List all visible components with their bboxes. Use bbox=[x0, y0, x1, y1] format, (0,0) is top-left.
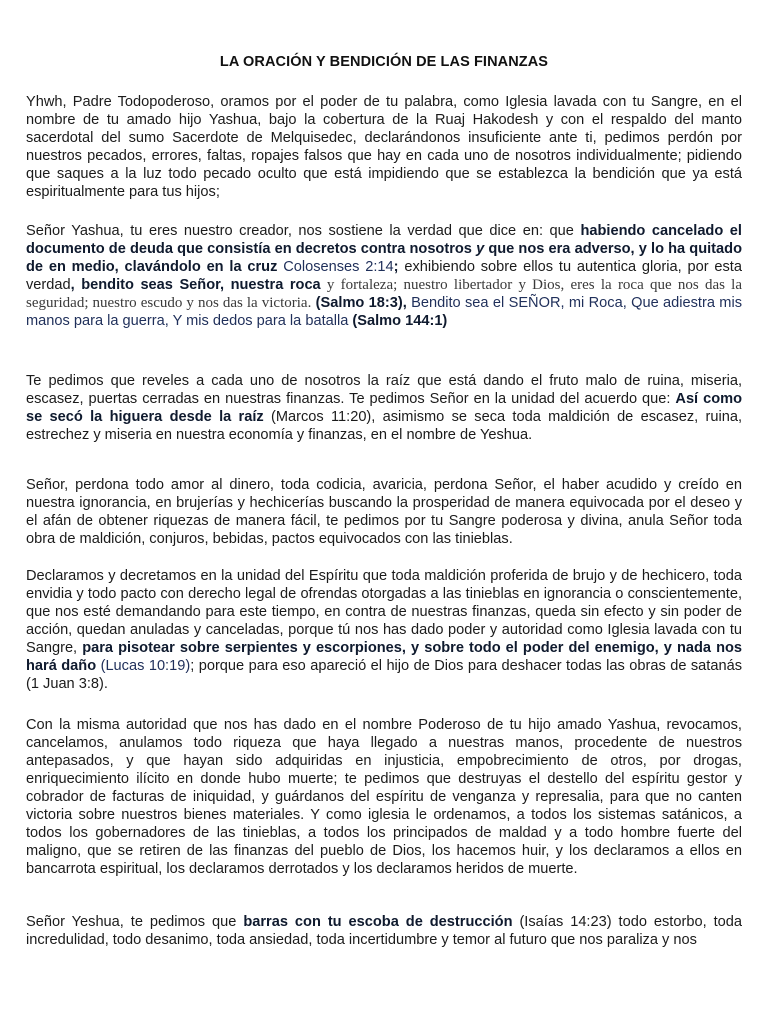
p2-bold-quote-cont: que nos era adverso, y lo ha quitado de en medio, clavándolo en la cruz bbox=[26, 241, 742, 275]
paragraph-5 bbox=[26, 567, 742, 693]
p2-bold-bendito: , bendito seas Señor, nuestra roca bbox=[70, 277, 321, 293]
paragraph-2 bbox=[26, 222, 742, 330]
p5-reference-lucas: (Lucas 10:19) bbox=[96, 658, 191, 674]
p3-bold-higuera: Así como se secó la higuera desde la raíz bbox=[26, 391, 743, 425]
p2-reference-salmo-18: (Salmo 18:3), bbox=[311, 295, 407, 311]
p5-bold-pisotear: para pisotear sobre serpientes y escorpiones, y sobre todo el poder del enemigo, y nada nos hará daño bbox=[26, 640, 743, 674]
p2-reference-salmo-144: (Salmo 144:1) bbox=[348, 313, 448, 329]
paragraph-3 bbox=[26, 372, 742, 444]
paragraph-1: Yhwh, Padre Todopoderoso, oramos por el poder de tu palabra, como Iglesia lavada con tu Sangre, en el nombre de tu amado hijo Yashua, bajo la cobertura de la Ruaj Hakodesh y con el respaldo del manto sacerdotal del sumo Sacerdote de Melquisedec, declarándonos insuficiente ante ti, pedimos perdón por nuestros pecados, errores, faltas, ropajes falsos que hay en cada uno de nosotros individualmente; pidiendo que saques a la luz todo pecado oculto que está impidiendo que se establezca la bendición que ya está espiritualmente para tus hijos; bbox=[26, 94, 742, 200]
p5-text-a: Declaramos y decretamos en la unidad del Espíritu que toda maldición proferida de brujo y de hechicero, toda envidia y todo pacto con derecho legal de ofrendas otorgadas a las tinieblas en ignorancia o conscientemente, que nos esté demandando para este tiempo, en contra de nuestras finanzas, queda sin efecto y sin poder de acción, quedan anuladas y canceladas, porque tú nos has dado poder y autoridad como Iglesia lavada con tu Sangre, bbox=[26, 568, 742, 656]
p2-reference-colosenses: Colosenses 2:14 bbox=[277, 259, 394, 275]
p3-text-a: Te pedimos que reveles a cada uno de nosotros la raíz que está dando el fruto malo de ruina, miseria, escasez, puertas cerradas en nuestras finanzas. Te pedimos Señor en la unidad del acuerdo que: bbox=[26, 373, 742, 407]
p2-semicolon: ; bbox=[393, 259, 399, 275]
p2-text-g: exhibiendo sobre ellos tu autentica gloria, por esta verdad bbox=[26, 259, 742, 293]
p2-text-a: Señor Yashua, tu eres nuestro creador, nos sostiene la verdad que dice en: que bbox=[26, 223, 581, 239]
document-title: LA ORACIÓN Y BENDICIÓN DE LAS FINANZAS bbox=[219, 54, 549, 70]
p2-serif-psalm-text: y fortaleza; nuestro libertador y Dios, eres la roca que nos das la seguridad; nuestro escudo y nos das la victoria. bbox=[26, 277, 742, 311]
p2-bold-italic-y: y bbox=[476, 241, 485, 257]
p7-text-c: (Isaías 14:23) todo estorbo, toda incredulidad, todo desanimo, toda ansiedad, toda incertidumbre y temor al futuro que nos paraliza y nos bbox=[26, 914, 742, 948]
paragraph-4: Señor, perdona todo amor al dinero, toda codicia, avaricia, perdona Señor, el haber acudido y creído en nuestra ignorancia, en brujerías y hechicerías buscando la prosperidad de manera equivocada por el deseo y el afán de obtener riquezas de manera fácil, te pedimos por tu Sangre poderosa y divina, anula Señor toda obra de maldición, conjuros, bebidas, pactos equivocados con las tinieblas. bbox=[26, 477, 742, 547]
p2-bold-quote: habiendo cancelado el documento de deuda que consistía en decretos contra nosotros bbox=[26, 223, 742, 257]
p2-psalm-144-text: Bendito sea el SEÑOR, mi Roca, Que adiestra mis manos para la guerra, Y mis dedos para la batalla bbox=[26, 295, 743, 329]
p5-text-d: ; porque para eso apareció el hijo de Dios para deshacer todas las obras de satanás (1 Juan 3:8). bbox=[26, 658, 743, 692]
p7-bold-escoba: barras con tu escoba de destrucción bbox=[243, 914, 513, 930]
p3-text-c: (Marcos 11:20), asimismo se seca toda maldición de escasez, ruina, estrechez y miseria en nuestra economía y finanzas, en el nombre de Yeshua. bbox=[26, 409, 743, 443]
paragraph-6: Con la misma autoridad que nos has dado en el nombre Poderoso de tu hijo amado Yashua, revocamos, cancelamos, anulamos todo riqueza que haya llegado a nuestras manos, procedente de nuestros antepasados, y que hayan sido adquiridas en injusticia, empobrecimiento de otros, por drogas, enriquecimiento ilícito en donde hubo muerte; te pedimos que destruyas el destello del espíritu gestor y cobrador de facturas de iniquidad, y guárdanos del espíritu de venganza y represalia, para que no canten victoria sobre nuestros bienes materiales. Y como iglesia le ordenamos, a todos los sistemas satánicos, a todos los gobernadores de las tinieblas, a todos los principados de maldad y a todo hombre fuerte del maligno, que se retiren de las finanzas del pueblo de Dios, los hacemos huir, y los declaramos a ellos en bancarrota espiritual, los declaramos derrotados y los declaramos heridos de muerte. bbox=[26, 717, 742, 877]
p7-text-a: Señor Yeshua, te pedimos que bbox=[26, 914, 244, 930]
paragraph-7 bbox=[26, 913, 742, 949]
